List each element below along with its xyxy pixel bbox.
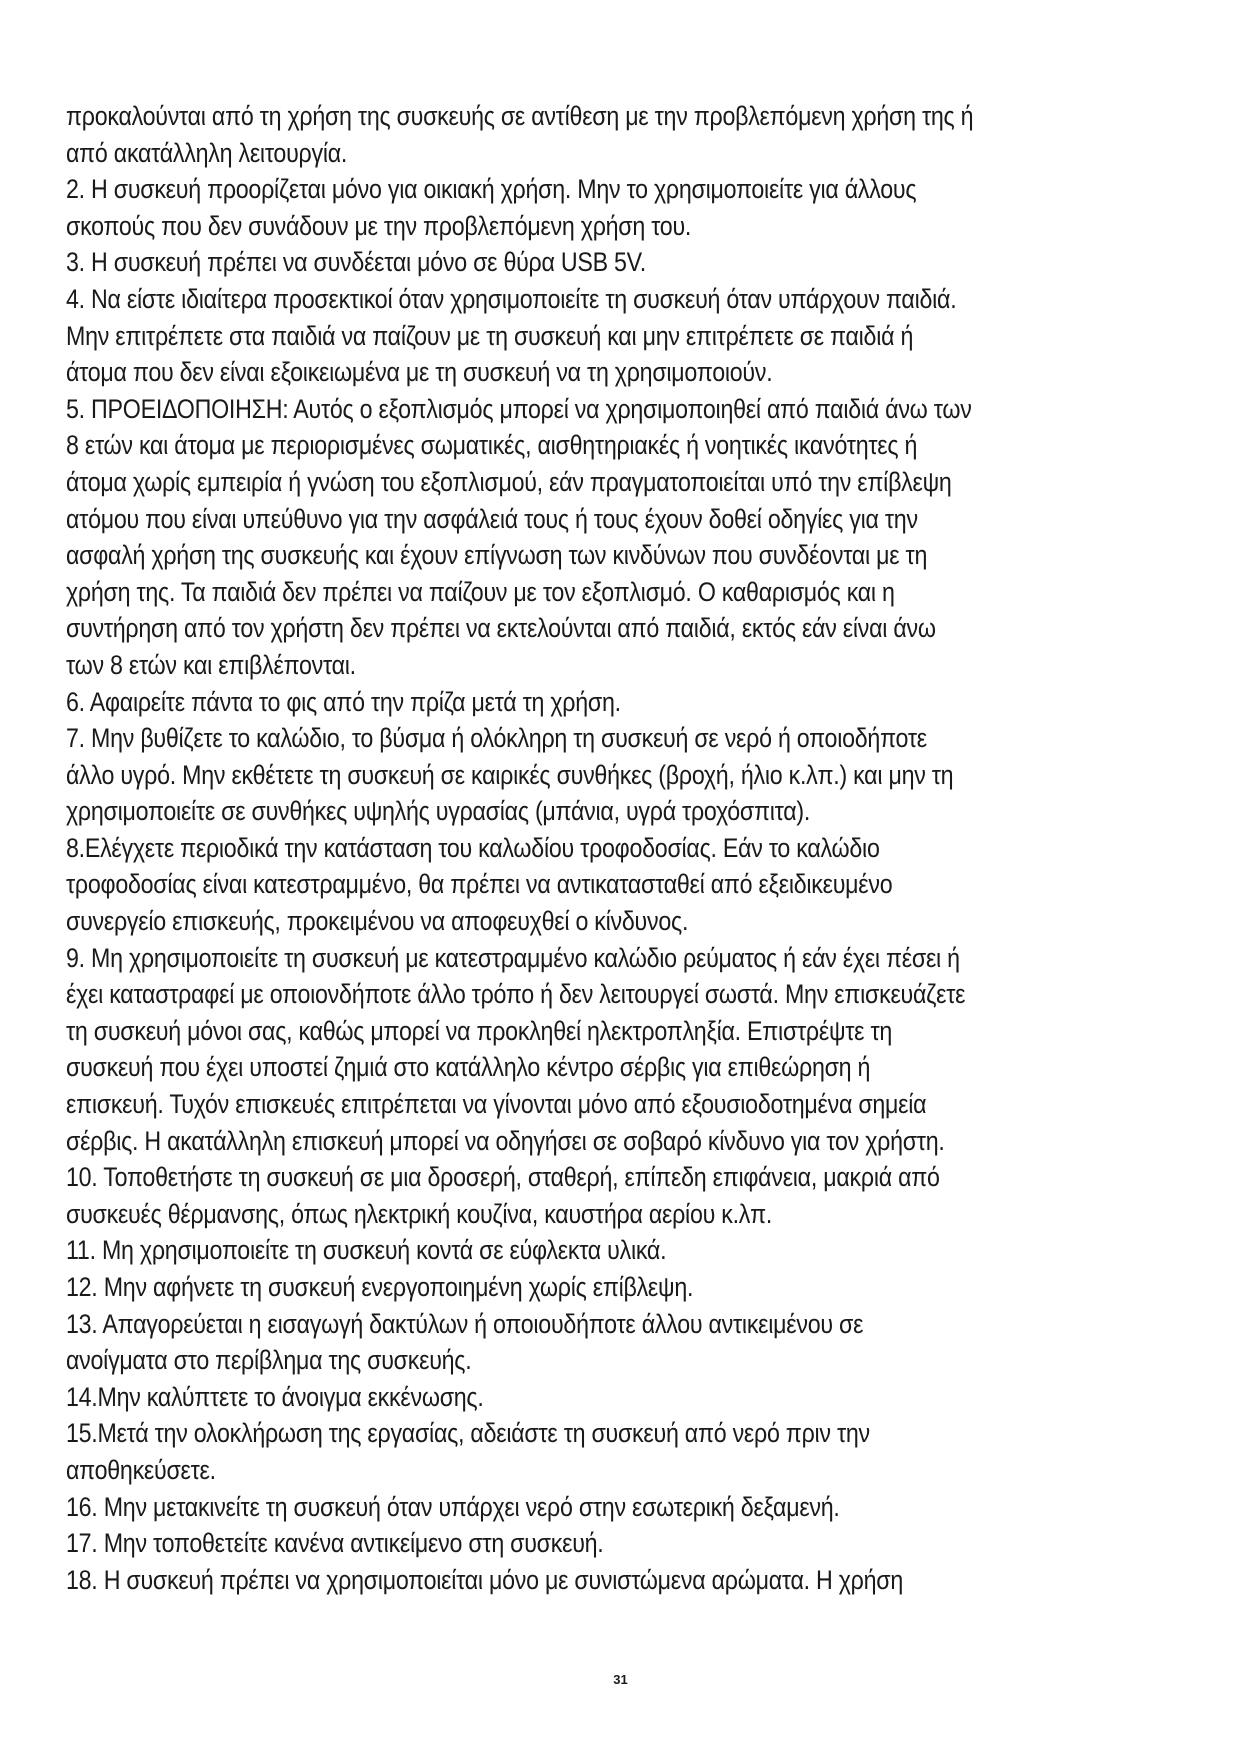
text-line: 2. Η συσκευή προορίζεται μόνο για οικιακή χρήση. Μην το χρησιμοποιείτε για άλλους: [66, 174, 917, 205]
text-line: 12. Μην αφήνετε τη συσκευή ενεργοποιημένη χωρίς επίβλεψη.: [66, 1272, 694, 1302]
text-line: 3. Η συσκευή πρέπει να συνδέεται μόνο σε θύρα USB 5V.: [66, 247, 646, 278]
text-line: των 8 ετών και επιβλέπονται.: [66, 649, 356, 680]
text-line: συσκευές θέρμανσης, όπως ηλεκτρική κουζίνα, καυστήρα αερίου κ.λπ.: [66, 1198, 773, 1229]
text-line: 18. Η συσκευή πρέπει να χρησιμοποιείται μόνο με συνιστώμενα αρώματα. Η χρήση: [66, 1564, 903, 1595]
text-line: 8 ετών και άτομα με περιορισμένες σωματικές, αισθητηριακές ή νοητικές ικανότητες ή: [66, 430, 918, 461]
text-line: ανοίγματα στο περίβλημα της συσκευής.: [66, 1345, 472, 1376]
text-line: 16. Μην μετακινείτε τη συσκευή όταν υπάρχει νερό στην εσωτερική δεξαμενή.: [66, 1491, 840, 1522]
text-line: 6. Αφαιρείτε πάντα το φις από την πρίζα μετά τη χρήση.: [66, 686, 621, 717]
text-line: άτομα που δεν είναι εξοικειωμένα με τη συσκευή να τη χρησιμοποιούν.: [66, 357, 773, 388]
text-line: χρησιμοποιείτε σε συνθήκες υψηλής υγρασίας (μπάνια, υγρά τροχόσπιτα).: [66, 796, 811, 827]
text-line: άλλο υγρό. Μην εκθέτετε τη συσκευή σε καιρικές συνθήκες (βροχή, ήλιο κ.λπ.) και μην τη: [66, 759, 954, 790]
text-line: συντήρηση από τον χρήστη δεν πρέπει να εκτελούνται από παιδιά, εκτός εάν είναι άνω: [66, 613, 936, 644]
text-line: αποθηκεύσετε.: [66, 1454, 216, 1485]
text-line: 17. Μην τοποθετείτε κανένα αντικείμενο στη συσκευή.: [66, 1528, 604, 1559]
text-line: επισκευή. Τυχόν επισκευές επιτρέπεται να γίνονται μόνο από εξουσιοδοτημένα σημεία: [66, 1089, 927, 1120]
text-line: 5. ΠΡΟΕΙΔΟΠΟΙΗΣΗ: Αυτός ο εξοπλισμός μπορεί να χρησιμοποιηθεί από παιδιά άνω των: [66, 393, 972, 424]
text-line: 8.Ελέγχετε περιοδικά την κατάσταση του καλωδίου τροφοδοσίας. Εάν το καλώδιο: [66, 832, 880, 863]
safety-instructions-text: [66, 98, 1186, 1598]
text-line: 15.Μετά την ολοκλήρωση της εργασίας, αδειάστε τη συσκευή από νερό πριν την: [66, 1418, 870, 1449]
text-line: τροφοδοσίας είναι κατεστραμμένο, θα πρέπει να αντικατασταθεί από εξειδικευμένο: [66, 869, 893, 900]
text-line: έχει καταστραφεί με οποιονδήποτε άλλο τρόπο ή δεν λειτουργεί σωστά. Μην επισκευάζετε: [66, 979, 966, 1010]
text-line: 11. Μη χρησιμοποιείτε τη συσκευή κοντά σε εύφλεκτα υλικά.: [66, 1235, 667, 1266]
page-number: 31: [613, 1672, 628, 1687]
text-line: τη συσκευή μόνοι σας, καθώς μπορεί να προκληθεί ηλεκτροπληξία. Επιστρέψτε τη: [66, 1015, 893, 1046]
text-line: άτομα χωρίς εμπειρία ή γνώση του εξοπλισμού, εάν πραγματοποιείται υπό την επίβλεψη: [66, 466, 952, 497]
text-line: Μην επιτρέπετε στα παιδιά να παίζουν με τη συσκευή και μην επιτρέπετε σε παιδιά ή: [66, 320, 914, 351]
text-line: ατόμου που είναι υπεύθυνο για την ασφάλειά τους ή τους έχουν δοθεί οδηγίες για την: [66, 503, 918, 534]
text-line: 9. Μη χρησιμοποιείτε τη συσκευή με κατεστραμμένο καλώδιο ρεύματος ή εάν έχει πέσει ή: [66, 942, 960, 973]
text-line: σέρβις. Η ακατάλληλη επισκευή μπορεί να οδηγήσει σε σοβαρό κίνδυνο για τον χρήστη.: [66, 1125, 945, 1156]
text-line: 4. Να είστε ιδιαίτερα προσεκτικοί όταν χρησιμοποιείτε τη συσκευή όταν υπάρχουν παιδιά.: [66, 283, 957, 314]
text-line: προκαλούνται από τη χρήση της συσκευής σε αντίθεση με την προβλεπόμενη χρήση της ή: [66, 101, 974, 131]
text-line: χρήση της. Τα παιδιά δεν πρέπει να παίζουν με τον εξοπλισμό. Ο καθαρισμός και η: [66, 576, 895, 607]
text-line: από ακατάλληλη λειτουργία.: [66, 137, 348, 168]
text-line: 7. Μην βυθίζετε το καλώδιο, το βύσμα ή ολόκληρη τη συσκευή σε νερό ή οποιοδήποτε: [66, 723, 927, 754]
text-line: ασφαλή χρήση της συσκευής και έχουν επίγνωση των κινδύνων που συνδέονται με τη: [66, 540, 928, 571]
text-line: συσκευή που έχει υποστεί ζημιά στο κατάλληλο κέντρο σέρβις για επιθεώρηση ή: [66, 1052, 871, 1083]
text-line: 13. Απαγορεύεται η εισαγωγή δακτύλων ή οποιουδήποτε άλλου αντικειμένου σε: [66, 1308, 864, 1339]
text-line: σκοπούς που δεν συνάδουν με την προβλεπόμενη χρήση του.: [66, 210, 692, 241]
text-line: 14.Μην καλύπτετε το άνοιγμα εκκένωσης.: [66, 1381, 484, 1412]
text-line: 10. Τοποθετήστε τη συσκευή σε μια δροσερή, σταθερή, επίπεδη επιφάνεια, μακριά από: [66, 1162, 940, 1193]
text-line: συνεργείο επισκευής, προκειμένου να αποφευχθεί ο κίνδυνος.: [66, 906, 689, 937]
